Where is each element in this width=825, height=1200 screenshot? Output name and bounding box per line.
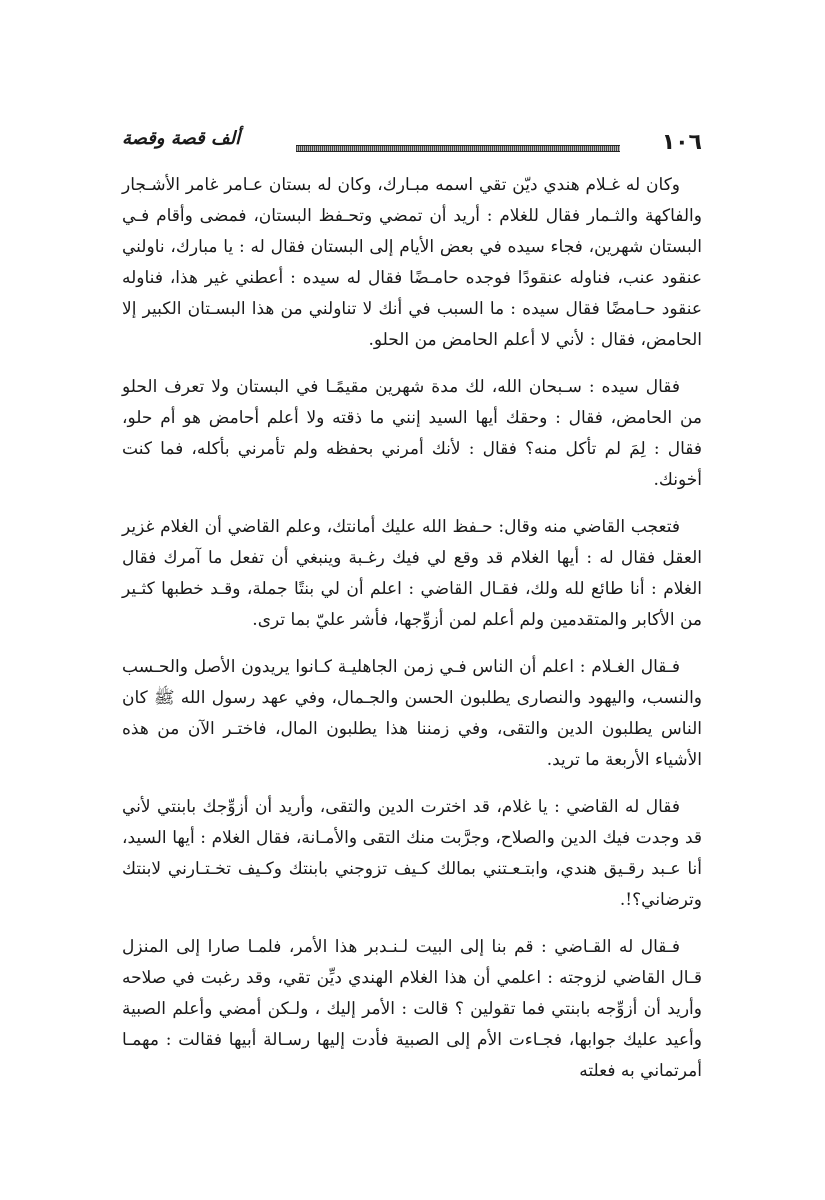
- paragraph: فـقال الغـلام : اعلم أن الناس فـي زمن الجاهليـة كـانوا يريدون الأصل والحـسب والنسب، واليهود والنصارى يطلبون الحسن والجـمال، وفي عهد رسول الله ﷺ كان الناس يطلبون الدين والتقى، وفي زمننا هذا يطلبون المال، فاختـر الآن من هذه الأشياء الأربعة ما تريد.: [122, 657, 702, 770]
- book-title: ألف قصة وقصة: [122, 128, 241, 149]
- page-number: ١٠٦: [661, 130, 702, 155]
- paragraph: فقال سيده : سـبحان الله، لك مدة شهرين مقيمًـا في البستان ولا تعرف الحلو من الحامض، فقال : وحقك أيها السيد إنني ما ذقته ولا أعلم أحامض هو أم حلو، فقال : لِمَ لم تأكل منه؟ فقال : لأنك أمرني بحفظه ولم تأمرني بأكله، فما كنت أخونك.: [122, 377, 702, 490]
- body-text: [122, 170, 702, 1087]
- paragraph: فتعجب القاضي منه وقال: حـفظ الله عليك أمانتك، وعلم القاضي أن الغلام غزير العقل فقال له : أيها الغلام قد وقع لي فيك رغـبة وينبغي أن تفعل ما آمرك فقال الغلام : أنا طائع لله ولك، فقـال القاضي : اعلم أن لي بنتًا جملة، وقـد خطبها كثـير من الأكابر والمتقدمين ولم أعلم لمن أزوِّجها، فأشر عليّ بما ترى.: [122, 517, 702, 630]
- paragraph: فـقال له القـاضي : قم بنا إلى البيت لـنـدبر هذا الأمر، فلمـا صارا إلى المنزل قـال القاضي لزوجته : اعلمي أن هذا الغلام الهندي ديِّن تقي، وقد رغبت في صلاحه وأريد أن أزوِّجه بابنتي فما تقولين ؟ قالت : الأمر إليك ، ولـكن أمضي وأعلم الصبية وأعيد عليك جوابها، فجـاءت الأم إلى الصبية فأدت إليها رسـالة أبيها فقالت : مهمـا أمرتماني به فعلته: [122, 937, 702, 1081]
- running-header: [122, 128, 702, 158]
- paragraph: فقال له القاضي : يا غلام، قد اخترت الدين والتقى، وأريد أن أزوِّجك بابنتي لأني قد وجدت فيك الدين والصلاح، وجرَّبت منك التقى والأمـانة، فقال الغلام : أيها السيد، أنا عـبد رقـيق هندي، وابتـعـتني بمالك كـيف تزوجني بابنتك وكـيف تخـتـارني لابنتك وترضاني؟!.: [122, 797, 702, 910]
- header-rule: [296, 145, 620, 152]
- paragraph: وكان له غـلام هندي ديّن تقي اسمه مبـارك، وكان له بستان عـامر غامر الأشـجار والفاكهة والثـمار فقال للغلام : أريد أن تمضي وتحـفظ البستان، فمضى وأقام فـي البستان شهرين، فجاء سيده في بعض الأيام إلى البستان فقال له : يا مبارك، ناولني عنقود عنب، فناوله عنقودًا فوجده حامـضًا فقال له سيده : أعطني غير هذا، فناوله عنقود حـامضًا فقال سيده : ما السبب في أنك لا تناولني من هذا البسـتان الكبير إلا الحامض، فقال : لأني لا أعلم الحامض من الحلو.: [122, 175, 702, 350]
